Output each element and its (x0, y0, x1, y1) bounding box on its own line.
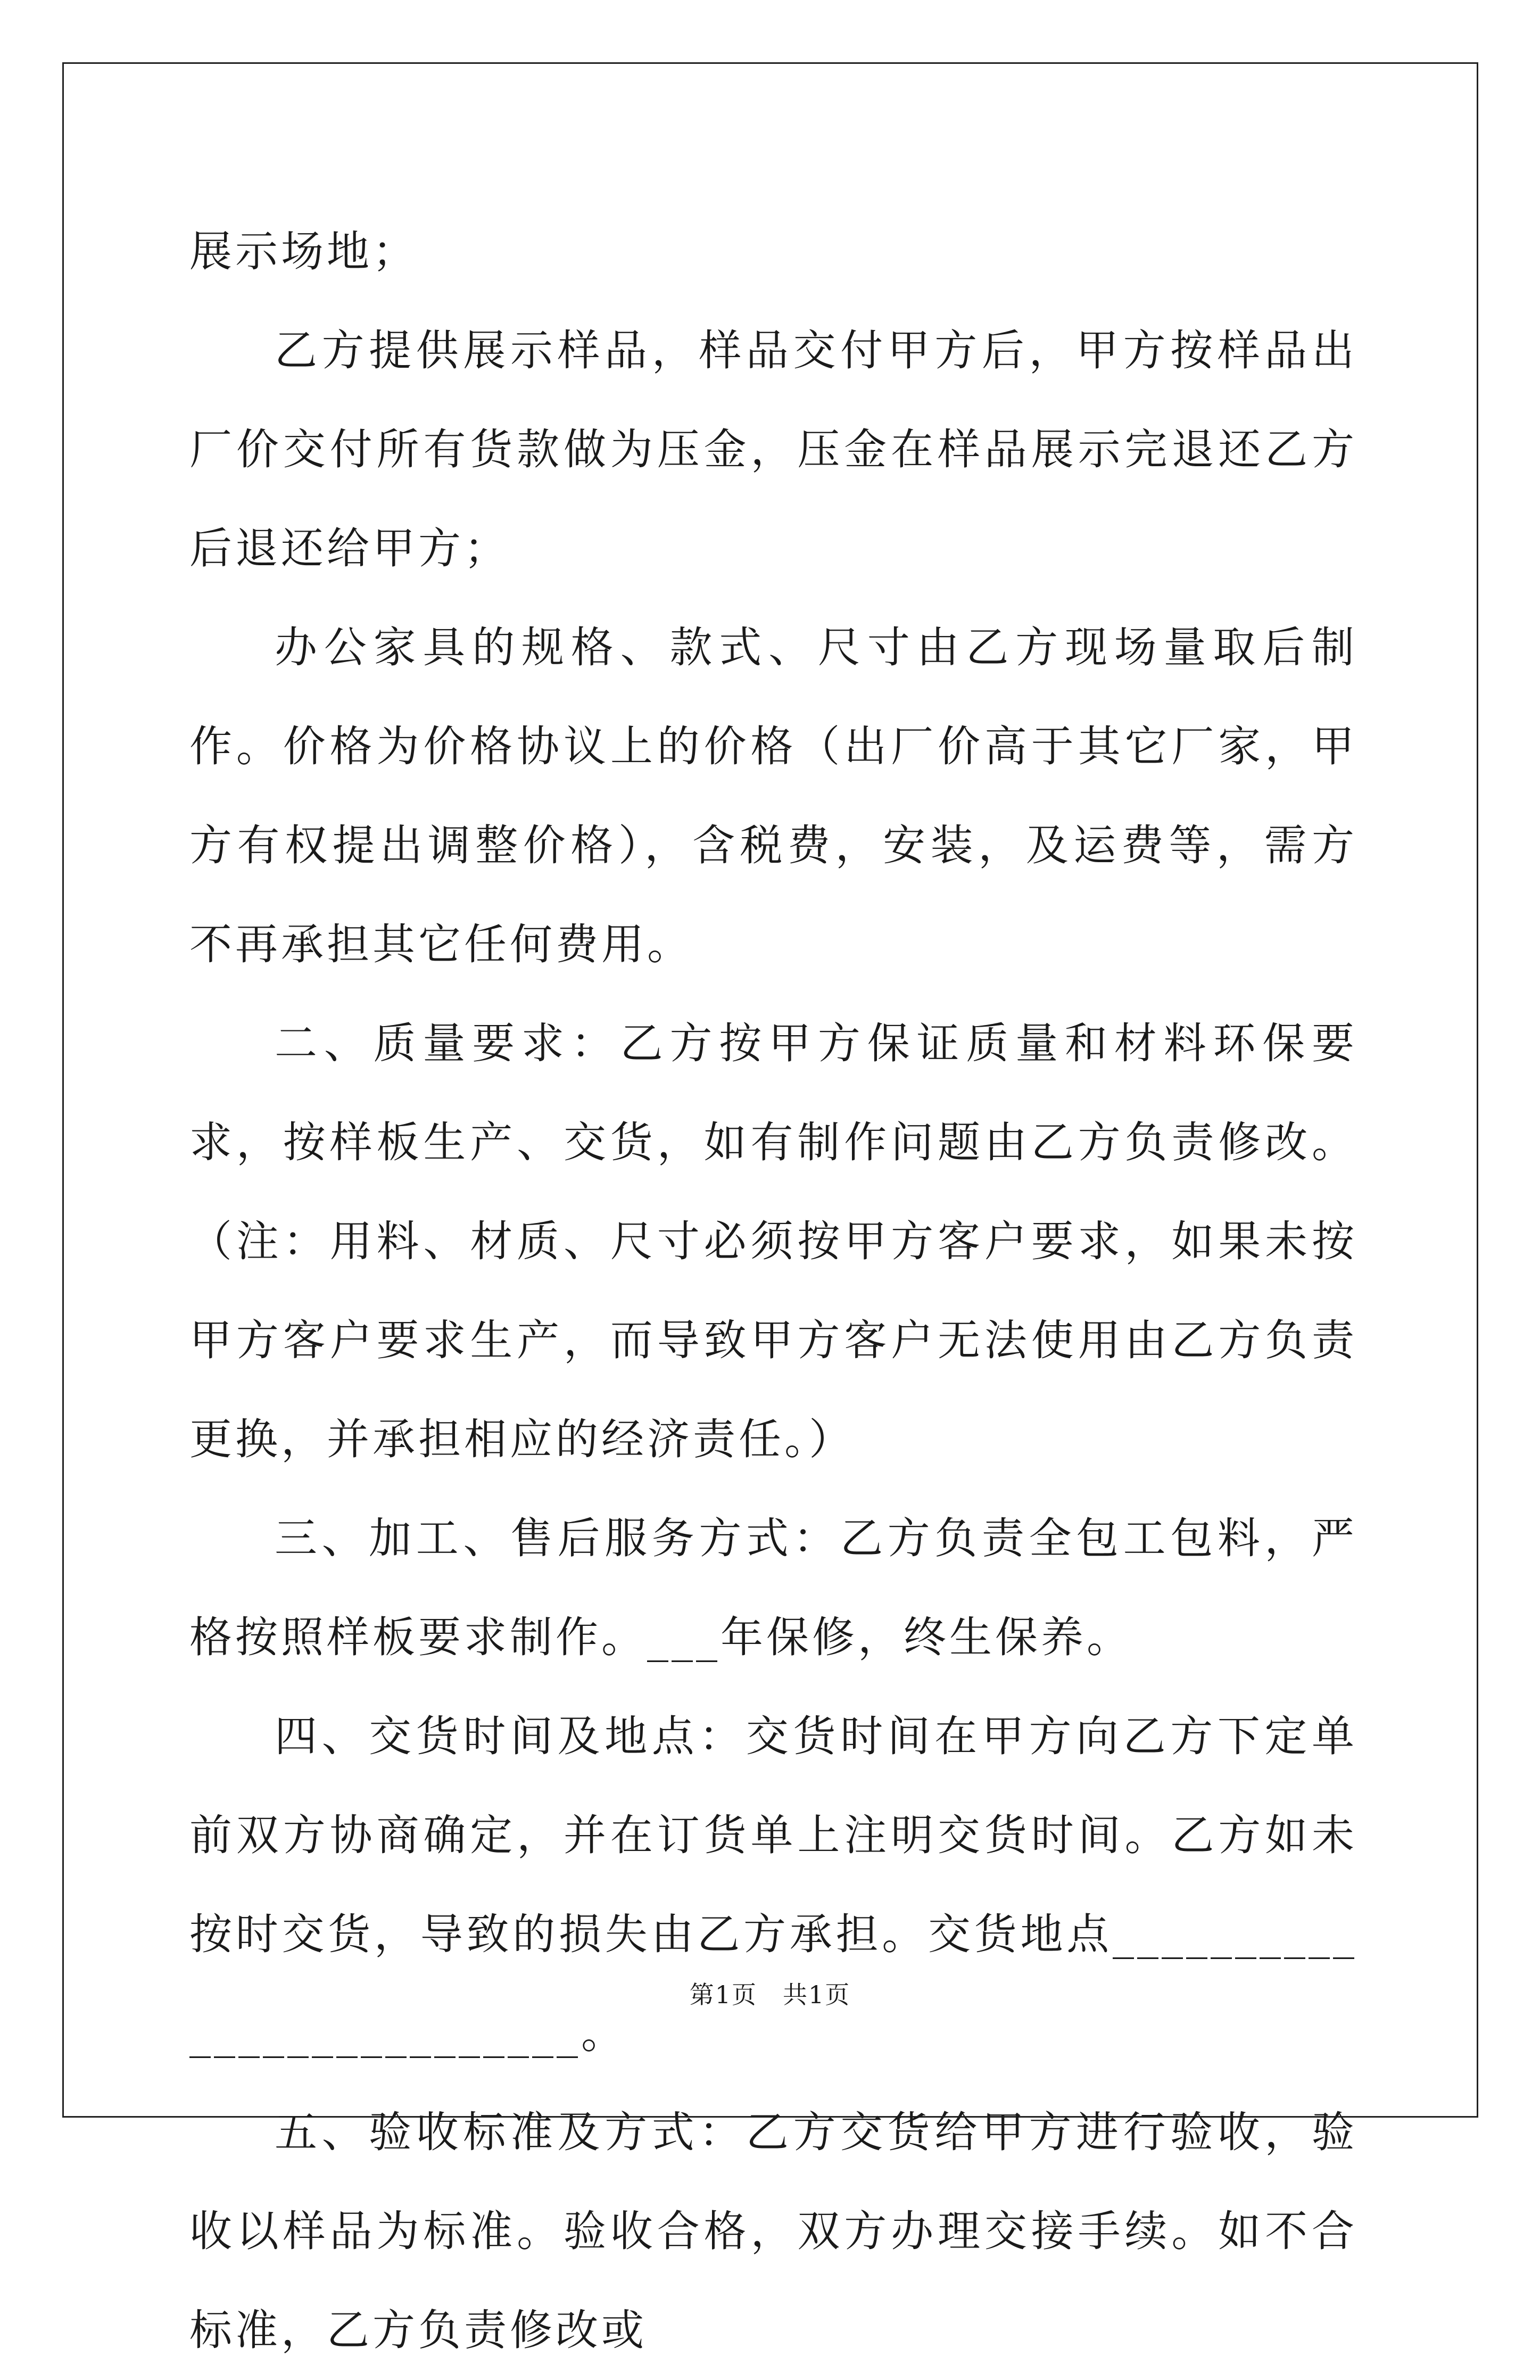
document-body (189, 202, 1357, 2380)
paragraph-quality-requirements: 二、质量要求：乙方按甲方保证质量和材料环保要求，按样板生产、交货，如有制作问题由乙方负责修改。（注：用料、材质、尺寸必须按甲方客户要求，如果未按甲方客户要求生产，而导致甲方客户无法使用由乙方负责更换，并承担相应的经济责任。） (189, 1019, 1357, 1464)
paragraph-acceptance-standard: 五、验收标准及方式：乙方交货给甲方进行验收，验收以样品为标准。验收合格，双方办理交接手续。如不合标准，乙方负责修改或 (189, 2108, 1357, 2355)
page-number-footer: 第1页 共1页 (689, 1980, 851, 2009)
paragraph-delivery-time-place: 四、交货时间及地点：交货时间在甲方向乙方下定单前双方协商确定，并在订货单上注明交货时间。乙方如未按时交货，导致的损失由乙方承担。交货地点__________________________。 (189, 1712, 1357, 2058)
paragraph-1: 展示场地； (189, 227, 418, 276)
paragraph-after-sales-service: 三、加工、售后服务方式：乙方负责全包工包料，严格按照样板要求制作。___年保修，终生保养。 (189, 1514, 1357, 1662)
paragraph-2: 乙方提供展示样品，样品交付甲方后，甲方按样品出厂价交付所有货款做为压金，压金在样品展示完退还乙方后退还给甲方； (189, 326, 1357, 573)
paragraph-3: 办公家具的规格、款式、尺寸由乙方现场量取后制作。价格为价格协议上的价格（出厂价高于其它厂家，甲方有权提出调整价格），含税费，安装，及运费等，需方不再承担其它任何费用。 (189, 623, 1357, 969)
